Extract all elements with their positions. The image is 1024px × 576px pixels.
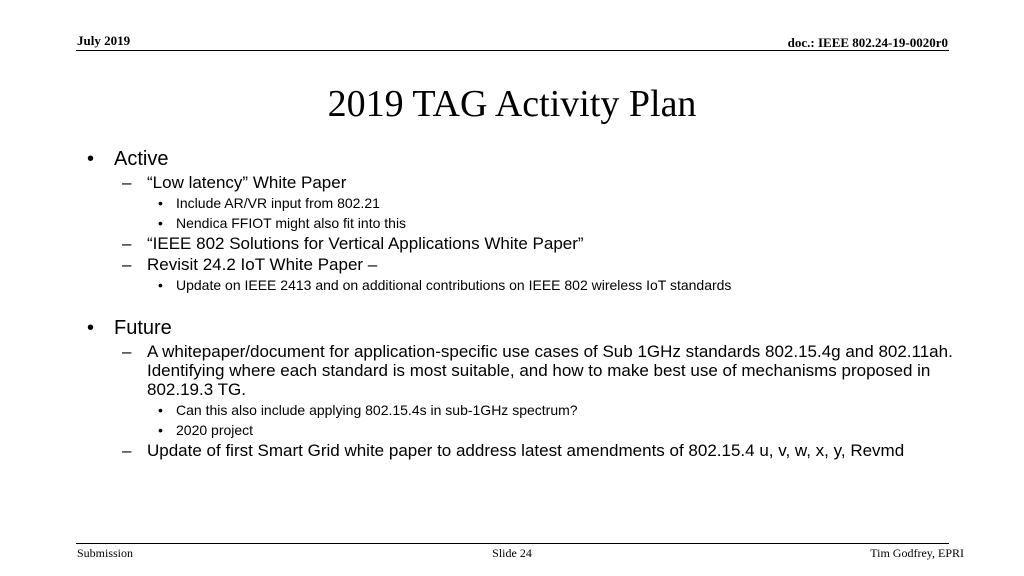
sub-bullet-text: A whitepaper/document for application-specific use cases of Sub 1GHz standards 802.15.4g and 802.11ah. Identifying where each standard is most suitable, and how to make best use of mechanisms proposed in 802.19.3 TG. [147, 342, 953, 399]
sub-bullet-text: Update of first Smart Grid white paper to address latest amendments of 802.15.4 u, v, w, x, y, Revmd [147, 441, 905, 460]
detail-text: 2020 project [176, 422, 254, 438]
dash-marker: – [122, 342, 132, 361]
footer-divider [76, 543, 949, 544]
sub-bullet-low-latency [85, 173, 965, 192]
dash-marker: – [122, 234, 132, 253]
sub-bullet-sub-1ghz-whitepaper [85, 342, 965, 399]
header-divider [76, 50, 949, 51]
bullet-marker: • [158, 215, 163, 231]
detail-ar-vr [85, 195, 965, 212]
detail-text: Update on IEEE 2413 and on additional contributions on IEEE 802 wireless IoT standards [176, 277, 732, 293]
bullet-marker: • [158, 402, 163, 418]
bullet-future [85, 316, 965, 340]
footer-submission: Submission [77, 546, 134, 560]
detail-802-15-4s [85, 402, 965, 419]
bullet-marker: • [158, 277, 163, 293]
detail-ieee-2413 [85, 277, 965, 294]
detail-nendica [85, 215, 965, 232]
bullet-active [85, 147, 965, 171]
bullet-marker: • [158, 195, 163, 211]
sub-bullet-text: “Low latency” White Paper [147, 173, 347, 192]
dash-marker: – [122, 441, 132, 460]
bullet-marker: • [158, 422, 163, 438]
footer-slide-number: Slide 24 [492, 546, 532, 560]
sub-bullet-text: Revisit 24.2 IoT White Paper – [147, 255, 378, 274]
detail-text: Can this also include applying 802.15.4s in sub-1GHz spectrum? [176, 402, 578, 418]
bullet-text: Future [114, 317, 172, 339]
sub-bullet-vertical-applications [85, 234, 965, 253]
detail-2020-project [85, 422, 965, 439]
header-date: July 2019 [77, 33, 131, 48]
footer-author: Tim Godfrey, EPRI [870, 546, 964, 560]
bullet-marker: • [87, 148, 95, 170]
slide-body [85, 147, 965, 460]
slide-title: 2019 TAG Activity Plan [327, 83, 697, 125]
bullet-text: Active [114, 148, 169, 170]
bullet-marker: • [87, 317, 95, 339]
dash-marker: – [122, 255, 132, 274]
header-doc-id: doc.: IEEE 802.24-19-0020r0 [787, 35, 948, 50]
section-spacer [85, 294, 965, 316]
detail-text: Nendica FFIOT might also fit into this [176, 215, 407, 231]
detail-text: Include AR/VR input from 802.21 [176, 195, 380, 211]
sub-bullet-smart-grid [85, 441, 965, 460]
dash-marker: – [122, 173, 132, 192]
sub-bullet-text: “IEEE 802 Solutions for Vertical Applications White Paper” [147, 234, 584, 253]
sub-bullet-revisit-iot [85, 255, 965, 274]
